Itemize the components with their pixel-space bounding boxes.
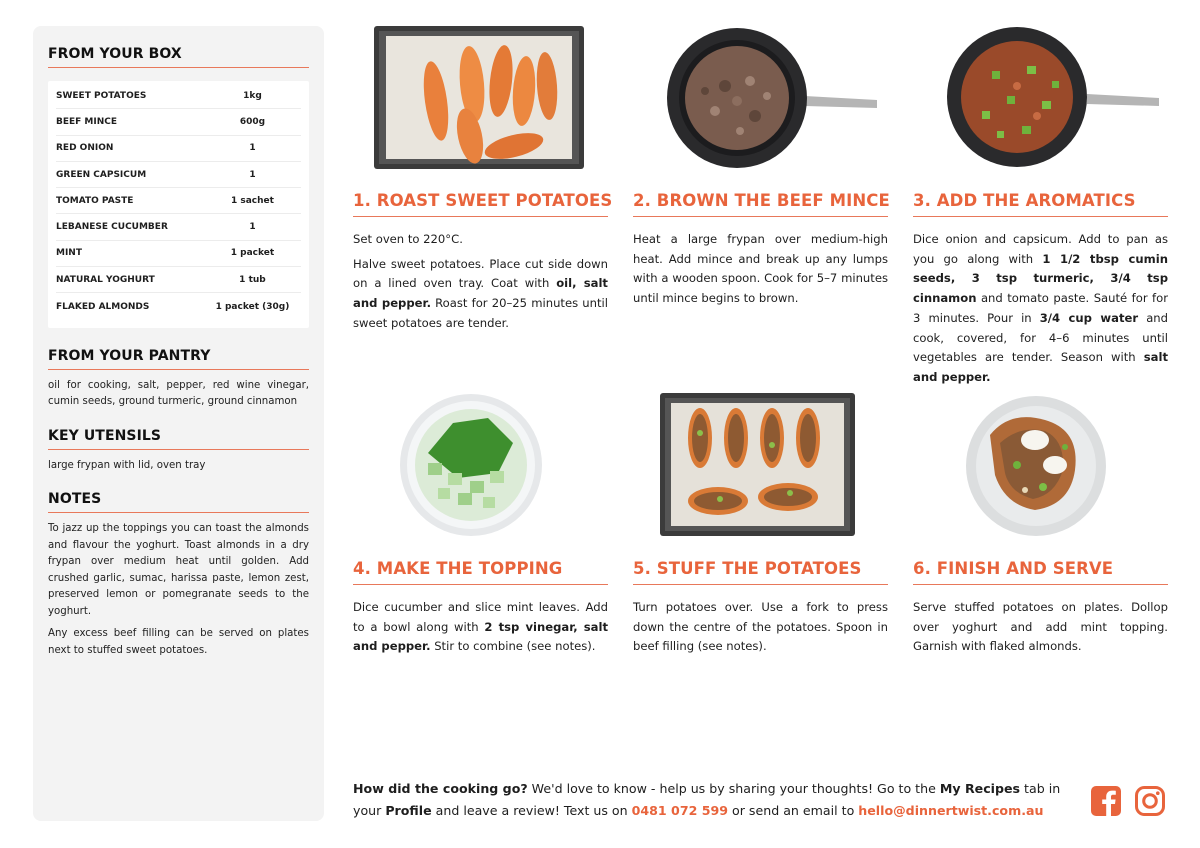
ingredient-qty: 1kg	[243, 90, 262, 101]
step-bold-text: salt and pepper.	[913, 350, 1168, 384]
email-link[interactable]: hello@dinnertwist.com.au	[858, 803, 1044, 818]
table-row	[56, 293, 301, 319]
table-row	[56, 162, 301, 188]
box-heading: FROM YOUR BOX	[48, 46, 309, 68]
feedback-question: How did the cooking go?	[353, 781, 528, 796]
step-title: 1. ROAST SWEET POTATOES	[353, 191, 608, 217]
step-instructions	[353, 598, 608, 657]
table-row	[56, 267, 301, 293]
ingredient-qty: 1	[249, 169, 256, 180]
step-instructions	[353, 230, 608, 334]
box-ingredients-table	[48, 81, 309, 328]
step-bold-text: 1 1/2 tbsp cumin seeds, 3 tsp turmeric, 3/4 tsp cinnamon	[913, 251, 1168, 306]
step-paragraph: Serve stuffed potatoes on plates. Dollop over yoghurt and add mint topping. Garnish with flaked almonds.	[913, 600, 1168, 654]
ingredients-sidebar	[33, 26, 324, 821]
step-paragraph: Heat a large frypan over medium-high heat. Add mince and break up any lumps with a wooden spoon. Cook for 5–7 minutes until mince begins to brown.	[633, 232, 888, 306]
pantry-text: oil for cooking, salt, pepper, red wine vinegar, cumin seeds, ground turmeric, ground cinnamon	[48, 379, 309, 408]
mince-with-aromatics-photo	[937, 26, 1162, 169]
ingredient-qty: 1 packet (30g)	[215, 301, 290, 312]
table-row	[56, 188, 301, 214]
table-row	[56, 241, 301, 267]
step-bold-text: oil, salt and pepper.	[353, 276, 608, 311]
step-text: Roast for 20–25 minutes until sweet potatoes are tender.	[353, 296, 608, 330]
step-paragraph: Set oven to 220°C.	[353, 232, 463, 246]
stuffed-potatoes-tray-photo	[660, 393, 855, 536]
phone-number-link[interactable]: 0481 072 599	[631, 803, 729, 818]
notes-paragraph-1: To jazz up the toppings you can toast the almonds and flavour the yoghurt. Toast almonds in a dry frypan over medium heat until golden. Add crushed garlic, sumac, harissa paste, lemon zest, preserved lemon or pomegranate seeds to the yoghurt.	[48, 523, 309, 617]
step-paragraph	[353, 598, 608, 657]
ingredient-name: BEEF MINCE	[56, 116, 118, 127]
step-text: and cook, covered, for 4–6 minutes until vegetables are tender. Season with	[913, 310, 1169, 365]
footer-text: tab in your	[353, 781, 1061, 818]
step-text: and tomato paste. Sauté for for 3 minutes. Pour in	[913, 291, 1168, 325]
pantry-heading: FROM YOUR PANTRY	[48, 348, 309, 370]
ingredient-qty: 1 packet	[230, 248, 275, 259]
table-row	[56, 214, 301, 240]
feedback-footer	[353, 778, 1073, 822]
step-text: Dice cucumber and slice mint leaves. Add to a bowl along with	[353, 600, 608, 634]
step-instructions	[913, 230, 1168, 388]
step-title: 6. FINISH AND SERVE	[913, 559, 1168, 585]
step-text: Halve sweet potatoes. Place cut side down on a lined oven tray. Coat with	[353, 256, 608, 291]
table-row	[56, 83, 301, 109]
step-title: 2. BROWN THE BEEF MINCE	[633, 191, 888, 217]
ingredient-name: FLAKED ALMONDS	[56, 301, 150, 312]
ingredient-name: GREEN CAPSICUM	[56, 169, 147, 180]
step-instructions	[633, 230, 888, 309]
table-row	[56, 109, 301, 135]
notes-section	[48, 491, 309, 659]
profile-link[interactable]: Profile	[385, 803, 432, 818]
notes-paragraph-2: Any excess beef filling can be served on plates next to stuffed sweet potatoes.	[48, 628, 309, 656]
table-row	[56, 136, 301, 162]
step-6	[913, 559, 1168, 657]
ingredient-qty: 1 tub	[239, 274, 266, 285]
footer-text: We'd love to know - help us by sharing your thoughts! Go to the	[527, 781, 940, 796]
ingredient-name: MINT	[56, 248, 82, 259]
notes-text	[48, 521, 309, 659]
ingredient-name: RED ONION	[56, 143, 114, 154]
ingredient-qty: 600g	[239, 116, 266, 127]
browned-mince-photo	[655, 26, 880, 169]
step-title: 3. ADD THE AROMATICS	[913, 191, 1168, 217]
step-3	[913, 191, 1168, 388]
step-text: Dice onion and capsicum. Add to pan as you go along with	[913, 232, 1168, 266]
step-bold-text: 3/4 cup water	[1039, 310, 1139, 325]
step-paragraph	[913, 230, 1168, 388]
utensils-section	[48, 428, 309, 475]
instagram-icon[interactable]	[1134, 785, 1166, 817]
step-4	[353, 559, 608, 657]
step-paragraph	[353, 255, 608, 334]
ingredient-name: SWEET POTATOES	[56, 90, 147, 101]
step-title: 5. STUFF THE POTATOES	[633, 559, 888, 585]
ingredient-name: NATURAL YOGHURT	[56, 274, 155, 285]
utensils-heading: KEY UTENSILS	[48, 428, 309, 450]
ingredient-qty: 1 sachet	[230, 195, 274, 206]
cucumber-topping-bowl-photo	[398, 393, 544, 537]
step-instructions	[633, 598, 888, 657]
ingredient-name: LEBANESE CUCUMBER	[56, 222, 168, 233]
ingredient-name: TOMATO PASTE	[56, 195, 134, 206]
step-1	[353, 191, 613, 334]
step-bold-text: 2 tsp vinegar, salt and pepper.	[353, 619, 608, 654]
step-paragraph: Turn potatoes over. Use a fork to press down the centre of the potatoes. Spoon in beef filling (see notes).	[633, 600, 888, 654]
my-recipes-link[interactable]: My Recipes	[939, 781, 1021, 796]
step-title: 4. MAKE THE TOPPING	[353, 559, 608, 585]
step-instructions	[913, 598, 1168, 657]
served-plate-photo	[965, 395, 1107, 537]
ingredient-qty: 1	[249, 143, 256, 154]
step-text: Stir to combine (see notes).	[430, 639, 596, 654]
step-2	[633, 191, 888, 309]
pantry-section	[48, 348, 309, 411]
facebook-icon[interactable]	[1090, 785, 1122, 817]
step-5	[633, 559, 888, 657]
roasted-sweet-potatoes-photo	[374, 26, 584, 169]
notes-heading: NOTES	[48, 491, 309, 513]
ingredient-qty: 1	[249, 222, 256, 233]
footer-text: or send an email to	[728, 803, 859, 818]
footer-text: and leave a review! Text us on	[431, 803, 632, 818]
utensils-text: large frypan with lid, oven tray	[48, 459, 206, 471]
